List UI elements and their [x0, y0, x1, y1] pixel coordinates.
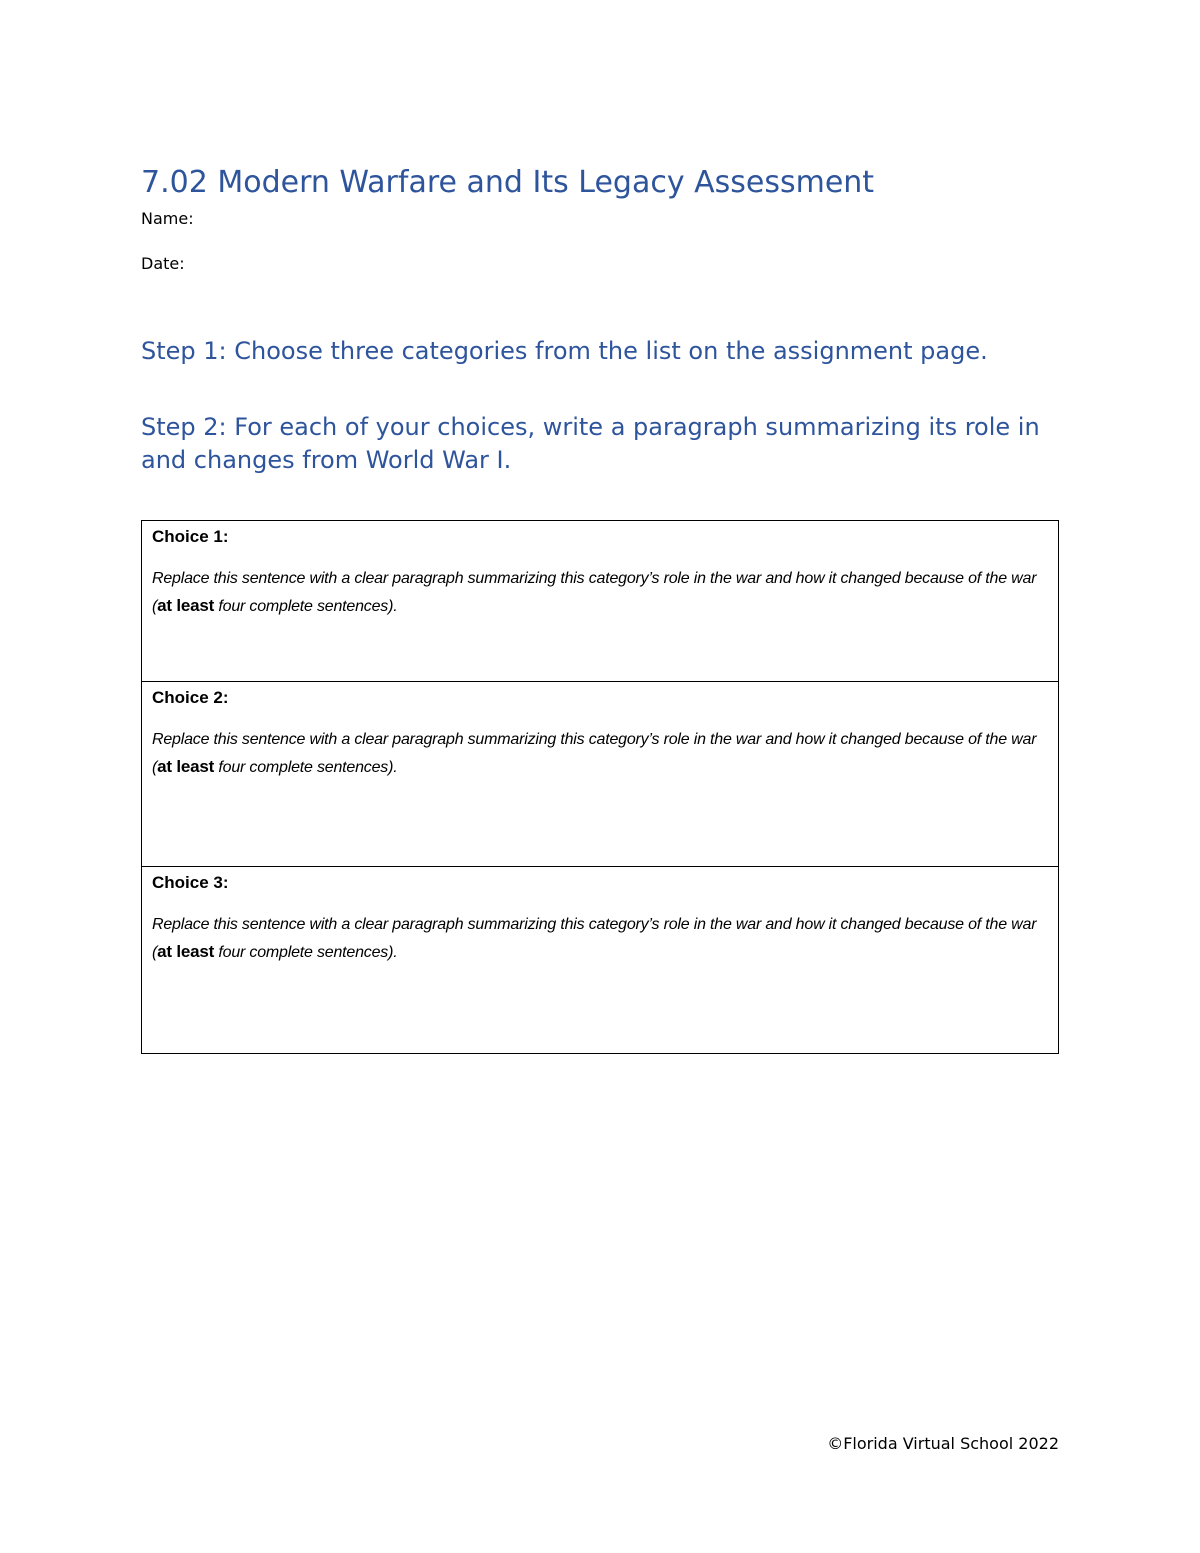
- step-2-heading: Step 2: For each of your choices, write a paragraph summarizing its role in and changes from World War I.: [141, 413, 1040, 474]
- choice-instructions: [152, 911, 1048, 966]
- choice-instructions: [152, 726, 1048, 781]
- date-label: Date:: [141, 254, 185, 273]
- name-label: Name:: [141, 209, 194, 228]
- choice-label: Choice 3:: [152, 873, 229, 892]
- choice-instructions-text: Replace this sentence with a clear paragraph summarizing this category’s role in the war and how it changed because of the war (: [152, 916, 1037, 961]
- choice-row: [142, 682, 1059, 867]
- choice-cell[interactable]: [142, 682, 1059, 867]
- choice-cell[interactable]: [142, 867, 1059, 1054]
- choice-cell[interactable]: [142, 521, 1059, 682]
- choice-label: Choice 2:: [152, 688, 229, 707]
- choice-instructions-end: four complete sentences).: [214, 598, 398, 615]
- choice-emphasis: at least: [157, 596, 215, 615]
- choices-table: [141, 520, 1059, 1054]
- choice-instructions-text: Replace this sentence with a clear paragraph summarizing this category’s role in the war and how it changed because of the war (: [152, 570, 1037, 615]
- choice-instructions-text: Replace this sentence with a clear paragraph summarizing this category’s role in the war and how it changed because of the war (: [152, 731, 1037, 776]
- choice-row: [142, 867, 1059, 1054]
- page-title: 7.02 Modern Warfare and Its Legacy Assessment: [141, 165, 875, 200]
- choice-emphasis: at least: [157, 942, 215, 961]
- choice-emphasis: at least: [157, 757, 215, 776]
- choice-row: [142, 521, 1059, 682]
- step-1-heading: Step 1: Choose three categories from the list on the assignment page.: [141, 337, 988, 365]
- choice-instructions-end: four complete sentences).: [214, 944, 398, 961]
- choice-instructions: [152, 565, 1048, 620]
- choice-label: Choice 1:: [152, 527, 229, 546]
- choice-instructions-end: four complete sentences).: [214, 759, 398, 776]
- copyright-footer: ©Florida Virtual School 2022: [827, 1434, 1059, 1453]
